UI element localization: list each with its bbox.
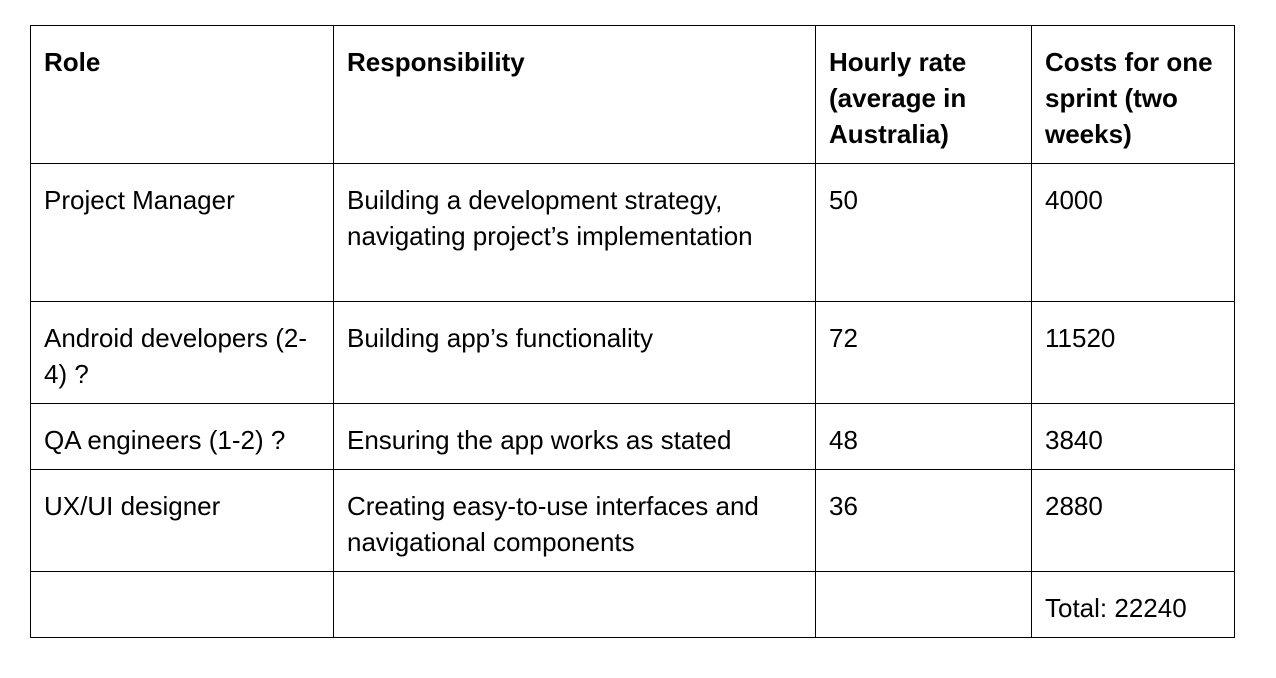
cell-sprint-cost: 2880	[1032, 470, 1235, 572]
cell-hourly-rate: 50	[816, 164, 1032, 302]
header-role: Role	[31, 26, 334, 164]
header-hourly-rate: Hourly rate (average in Australia)	[816, 26, 1032, 164]
empty-cell	[816, 572, 1032, 638]
cell-hourly-rate: 36	[816, 470, 1032, 572]
empty-cell	[31, 572, 334, 638]
table-row	[31, 470, 1235, 572]
cell-role: Project Manager	[31, 164, 334, 302]
cell-responsibility: Building app’s functionality	[334, 302, 816, 404]
cell-sprint-cost: 11520	[1032, 302, 1235, 404]
cell-hourly-rate: 48	[816, 404, 1032, 470]
header-responsibility: Responsibility	[334, 26, 816, 164]
empty-cell	[334, 572, 816, 638]
cell-role: Android developers (2-4) ?	[31, 302, 334, 404]
table-header-row	[31, 26, 1235, 164]
cell-role: QA engineers (1-2) ?	[31, 404, 334, 470]
cell-hourly-rate: 72	[816, 302, 1032, 404]
table-total-row	[31, 572, 1235, 638]
cell-responsibility: Building a development strategy, navigating project’s implementation	[334, 164, 816, 302]
table-row	[31, 164, 1235, 302]
cell-responsibility: Ensuring the app works as stated	[334, 404, 816, 470]
cell-role: UX/UI designer	[31, 470, 334, 572]
table-row	[31, 404, 1235, 470]
cost-table	[30, 25, 1235, 638]
header-sprint-cost: Costs for one sprint (two weeks)	[1032, 26, 1235, 164]
total-cell: Total: 22240	[1032, 572, 1235, 638]
table-row	[31, 302, 1235, 404]
cell-sprint-cost: 3840	[1032, 404, 1235, 470]
cell-responsibility: Creating easy-to-use interfaces and navigational components	[334, 470, 816, 572]
cell-sprint-cost: 4000	[1032, 164, 1235, 302]
